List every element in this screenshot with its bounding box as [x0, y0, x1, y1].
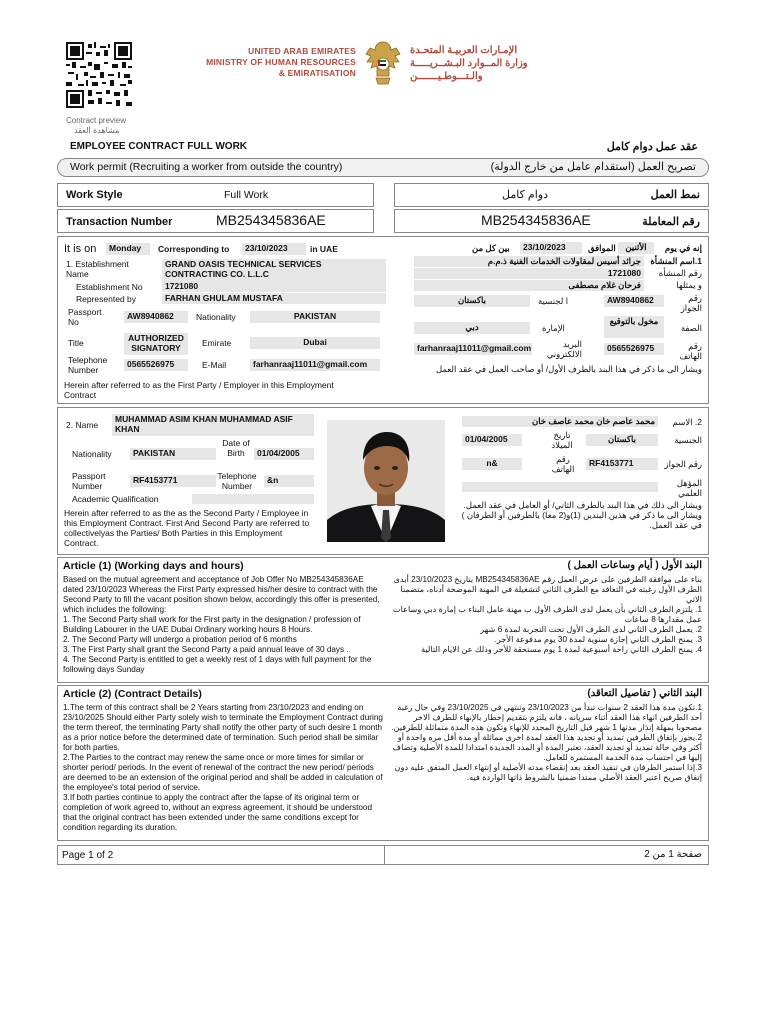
first-party-section	[57, 236, 709, 404]
employer-emirate: Dubai	[250, 337, 380, 349]
contract-day: Monday	[106, 243, 150, 255]
article-1-text-ar	[386, 575, 702, 655]
employee-name-label: 2. Name	[66, 420, 99, 430]
ministry-en-line: UNITED ARAB EMIRATES	[248, 46, 356, 56]
article-1-para: 1. The Second Party shall work for the First party in the designation / profession of Building Labourer in the UAE Dubai Ordinary working hours 8 Hours.	[63, 615, 361, 634]
corresponding-label: Corresponding to	[158, 244, 230, 254]
qr-code	[66, 42, 132, 108]
ministry-name-en	[190, 46, 356, 79]
ar-academic-value	[462, 482, 658, 492]
transaction-en-box	[57, 209, 374, 233]
footer-divider	[384, 846, 385, 864]
passport-no-label: Passport No	[68, 307, 102, 327]
ar-corresponding-label: الموافق	[588, 243, 616, 253]
article-1-section	[57, 557, 709, 683]
ar-employee-name: محمد عاصم خان محمد عاصف خان	[462, 416, 658, 427]
article-1-para: 2. The Second Party will undergo a probation period of 6 months	[63, 635, 297, 644]
contract-preview-ar: مشاهدة العقد	[74, 126, 120, 135]
academic-value	[192, 494, 314, 504]
ar-email: farhanraaj11011@gmail.com	[414, 343, 532, 355]
academic-label: Academic Qualification	[72, 494, 159, 504]
article-2-para: 2.The Parties to the contract may renew the same once or more times for similar or shorter period/ periods. In the event of renewal of the contract the new period/ periods are deemed to be an extension of the original period and shall be added in calculation of the employee's total period of service.	[63, 753, 383, 792]
article-1-para-ar: 4. يمنح الطرف الثاني راحة أسبوعية لمدة 1 يوم مستحقة للأجر وذلك عن الايام التالية	[421, 645, 702, 654]
represented-by-label: Represented by	[76, 294, 137, 304]
transaction-label-en: Transaction Number	[66, 216, 173, 228]
establishment-no: 1721080	[162, 281, 386, 292]
ministry-en-line: MINISTRY OF HUMAN RESOURCES	[206, 57, 356, 67]
ar-day: الأثنين	[618, 242, 654, 254]
ministry-en-line: & EMIRATISATION	[278, 68, 356, 78]
transaction-value-ar: MB254345836AE	[481, 212, 591, 228]
ar-passport: AW8940862	[604, 295, 664, 307]
article-1-para-ar: 3. يمنح الطرف الثاني إجازة سنوية لمدة 30 يوم مدفوعة الأجر.	[494, 635, 702, 644]
ar-establishment-label: 1.اسم المنشأة	[650, 256, 702, 266]
employee-dob-label: Date of Birth	[222, 438, 250, 458]
ar-employee-nat-label: الجنسية	[674, 435, 702, 445]
first-party-herein-ar: ويشار الى ما ذكر في هذا البند بالطرف الأول/ أو صاحب العمل في عقد العمل	[435, 364, 702, 374]
ar-emirate: دبي	[414, 322, 530, 334]
ar-employee-dob-label: تاريخ الميلاد	[551, 430, 573, 450]
telephone-label: Telephone Number	[68, 355, 108, 375]
article-2-text-en	[63, 703, 385, 833]
article-1-title-en: Article (1) (Working days and hours)	[63, 560, 244, 572]
ar-represented-by: فرحان غلام مصطفى	[414, 280, 644, 291]
employee-nationality-label: Nationality	[72, 449, 112, 459]
in-uae-label: in UAE	[310, 244, 338, 254]
ar-establishment-name: جرائد أسيس لمقاولات الخدمات الفنية ذ.م.م	[414, 256, 644, 267]
ministry-ar-line: وزارة المــوارد البـشــريـــــة	[410, 58, 528, 69]
contract-title-ar: عقد عمل دوام كامل	[606, 141, 698, 153]
ar-nationality: باكستان	[414, 295, 530, 307]
ar-email-label: البريد الالكتروني	[546, 339, 582, 359]
establishment-name-label: 1. Establishment Name	[66, 259, 129, 279]
ministry-ar-line: الإمـارات العربيـة المتحـدة	[410, 45, 518, 56]
employee-dob: 01/04/2005	[254, 448, 314, 460]
article-1-para-ar: 1. يلتزم الطرف الثاني بأن يعمل لدى الطرف الأول ب مهنة عامل البناء ب إمارة دبي وساعات عمل مقدارها 8 ساعات	[392, 605, 702, 624]
ar-employee-nat: باكستان	[586, 434, 658, 446]
work-style-label-en: Work Style	[66, 189, 123, 201]
article-1-para-ar: بناء على موافقة الطرفين على عرض العمل رقم MB254345836AE بتاريخ 23/10/2023 أبدى الطرف الأول رغبته في التعاقد مع الطرف الثاني لتشغيلة في المهنة الموضحة أدناه، متضمنا الاتي	[393, 575, 702, 604]
article-1-para: 4. The Second Party is entitled to get a weekly rest of 1 days with full payment for the following days Sunday	[63, 655, 372, 674]
ar-intro-label: إنه في يوم	[664, 243, 702, 253]
ar-establishment-no-label: رقم المنشأة	[658, 268, 702, 278]
ar-establishment-no: 1721080	[414, 268, 644, 279]
ar-between-label: بين كل من	[472, 243, 510, 253]
article-2-para-ar: 3.إذا استمر الطرفان في تنفيذ العقد بعد إنقضاء مدته الأصلية أو إنتهاء العمل المتفق عليه دون إتفاق صريح اعتبر العقد الأصلي ممتدا ضمنيا بالشروط ذاتها الواردة فيه.	[394, 763, 702, 782]
represented-by: FARHAN GHULAM MUSTAFA	[162, 293, 386, 304]
employee-passport-label: Passport Number	[72, 471, 106, 491]
transaction-ar-box	[394, 209, 709, 233]
work-style-ar-box	[394, 183, 709, 207]
ministry-name-ar	[410, 44, 570, 83]
ar-represented-label: و يمثلها	[676, 280, 702, 290]
employee-photo	[327, 420, 445, 542]
article-1-para: 3. The First Party shall grant the Second Party a paid annual leave of 30 days .	[63, 645, 349, 654]
work-style-value-ar: دوام كامل	[502, 189, 548, 201]
title-label: Title	[68, 338, 84, 348]
ar-date: 23/10/2023	[520, 242, 582, 254]
employer-passport: AW8940862	[124, 311, 188, 323]
ar-passport-label: رقم الجواز	[680, 293, 702, 313]
employee-phone: &n	[264, 475, 314, 487]
work-permit-en: Work permit (Recruiting a worker from outside the country)	[70, 161, 343, 173]
article-1-title-ar: البند الأول ( أيام وساعات العمل )	[567, 560, 702, 571]
email-label: E-Mail	[202, 360, 227, 370]
employer-email: farhanraaj11011@gmail.com	[250, 359, 380, 371]
ar-employee-passport: RF4153771	[586, 458, 658, 470]
article-2-para: 1.The term of this contract shall be 2 Years starting from 23/10/2023 and ending on 23/10/2025 Should either Party solely wish to terminate the Employment Contract during the term thereof, the terminating Party shall notify the other party of such desire 1 month as a prior notice before the determined date of termination. Such period shall be similar for both parties.	[63, 703, 383, 752]
establishment-no-label: Establishment No	[76, 282, 143, 292]
ar-phone: 0565526975	[604, 343, 664, 355]
second-party-herein-en: Herein after referred to as the as the Second Party / Employee in this Employment Contract. First And Second Party are referred to collectivelyas the Parties/ Both Parties in this Employment Contract.	[64, 508, 310, 548]
article-2-text-ar	[386, 703, 702, 783]
article-2-para-ar: 2.يجوز بإتفاق الطرفين تمديد أو تجديد هذا العقد لمدة اخرى مماثلة أو مدة أقل مره واحدة أو أكثر وفي حالة تمديد أو تجديد العقد، تعتبر المدة أو المدد الجديدة امتدادا للمدة الأصلية وتضاف إليها في احتساب مدة الخدمة المستمرة للعامل.	[392, 733, 702, 762]
establishment-name: GRAND OASIS TECHNICAL SERVICES CONTRACTING CO. L.L.C	[162, 259, 386, 281]
ar-employee-passport-label: رقم الجواز	[664, 459, 702, 469]
employer-title: AUTHORIZED SIGNATORY	[124, 333, 188, 355]
ar-academic-label: المؤهل العلمي	[676, 478, 702, 498]
article-2-title-ar: البند الثاني ( تفاصيل التعاقد)	[587, 688, 702, 699]
employee-nationality: PAKISTAN	[130, 448, 216, 460]
it-is-on-label: It is on	[64, 243, 97, 255]
nationality-label: Nationality	[196, 312, 236, 322]
article-1-para: Based on the mutual agreement and acceptance of Job Offer No MB254345836AE dated 23/10/2023 Whereas the First Party expressed his/her desire to contract with the Second Party to fill the vacant position shown below, accordingly this offer is presented, which includes the following:	[63, 575, 380, 614]
contract-date-en: 23/10/2023	[242, 243, 306, 255]
contract-title-en: EMPLOYEE CONTRACT FULL WORK	[70, 141, 248, 152]
employee-passport: RF4153771	[130, 475, 216, 487]
work-permit-ar: تصريح العمل (استقدام عامل من خارج الدولة)	[490, 161, 696, 173]
ar-phone-label: رقم الهاتف	[679, 341, 702, 361]
work-permit-bar	[57, 158, 709, 177]
work-style-value-en: Full Work	[224, 189, 269, 201]
ar-employee-name-label: 2. الاسم	[672, 417, 702, 427]
employer-nationality: PAKISTAN	[250, 311, 380, 323]
ar-title: مخول بالتوقيع	[604, 316, 664, 338]
article-1-para-ar: 2. يعمل الطرف الثاني لدى الطرف الأول تحت التجربة لمدة 6 شهر	[480, 625, 702, 634]
page-number-en: Page 1 of 2	[62, 850, 114, 861]
ar-employee-phone: n&	[462, 458, 522, 470]
work-style-en-box	[57, 183, 374, 207]
article-1-text-en	[63, 575, 385, 675]
ministry-ar-line: والـتـــوطـيـــــــن	[410, 71, 483, 82]
ar-emirate-label: الإمارة	[542, 323, 565, 333]
ar-title-label: الصفة	[680, 323, 702, 333]
article-2-para: 3.If both parties continue to apply the contract after the lapse of its original term or completion of work agreed to, without an express agreement, it should be understood that the original contract has been extended under the same conditions except for condition regarding its duration.	[63, 793, 373, 832]
article-2-title-en: Article (2) (Contract Details)	[63, 688, 202, 700]
uae-emblem-icon	[362, 38, 404, 90]
transaction-label-ar: رقم المعاملة	[642, 216, 700, 228]
first-party-herein-en: Herein after referred to as the First Party / Employer in this Employment Contract	[64, 380, 334, 400]
work-style-label-ar: نمط العمل	[650, 189, 700, 201]
ar-nationality-label: ا لجنسية	[538, 296, 569, 306]
transaction-value-en: MB254345836AE	[216, 212, 326, 228]
ar-employee-dob: 01/04/2005	[462, 434, 522, 446]
ar-employee-phone-label: رقم الهاتف	[551, 454, 575, 474]
employer-phone: 0565526975	[124, 359, 188, 371]
contract-preview-en: Contract preview	[66, 116, 127, 125]
article-2-section	[57, 685, 709, 841]
footer-bar	[57, 845, 709, 865]
employee-name: MUHAMMAD ASIM KHAN MUHAMMAD ASIF KHAN	[112, 414, 314, 436]
article-2-para-ar: 1.تكون مدة هذا العقد 2 سنوات تبدأ من 23/10/2023 وتنتهي في 23/10/2025 وفي حال رغبة أحد الطرفين انهاء هذا العقد أثناء سريانه ، فانه يلتزم بتقديم إخطار بالإنهاء للطرف الاخر مصحوبا بمهلة إنذار مدتها 1 شهر قبل التاريخ المحدد للإنهاء وتكون هذه المدة متماثلة للطرفين.	[391, 703, 702, 732]
emirate-label: Emirate	[202, 338, 232, 348]
employee-phone-label: Telephone Number	[217, 471, 257, 491]
contract-preview-label	[66, 116, 126, 136]
page-number-ar: صفحة 1 من 2	[644, 849, 702, 860]
second-party-herein-ar: ويشار الى ذلك في هذا البند بالطرف الثاني/ أو العامل في عقد العمل. ويشار الى ما ذكر في هذين البندين (1)و(2 معا) بالطرفين أو الطرفان ) في عقد العمل.	[461, 500, 702, 530]
